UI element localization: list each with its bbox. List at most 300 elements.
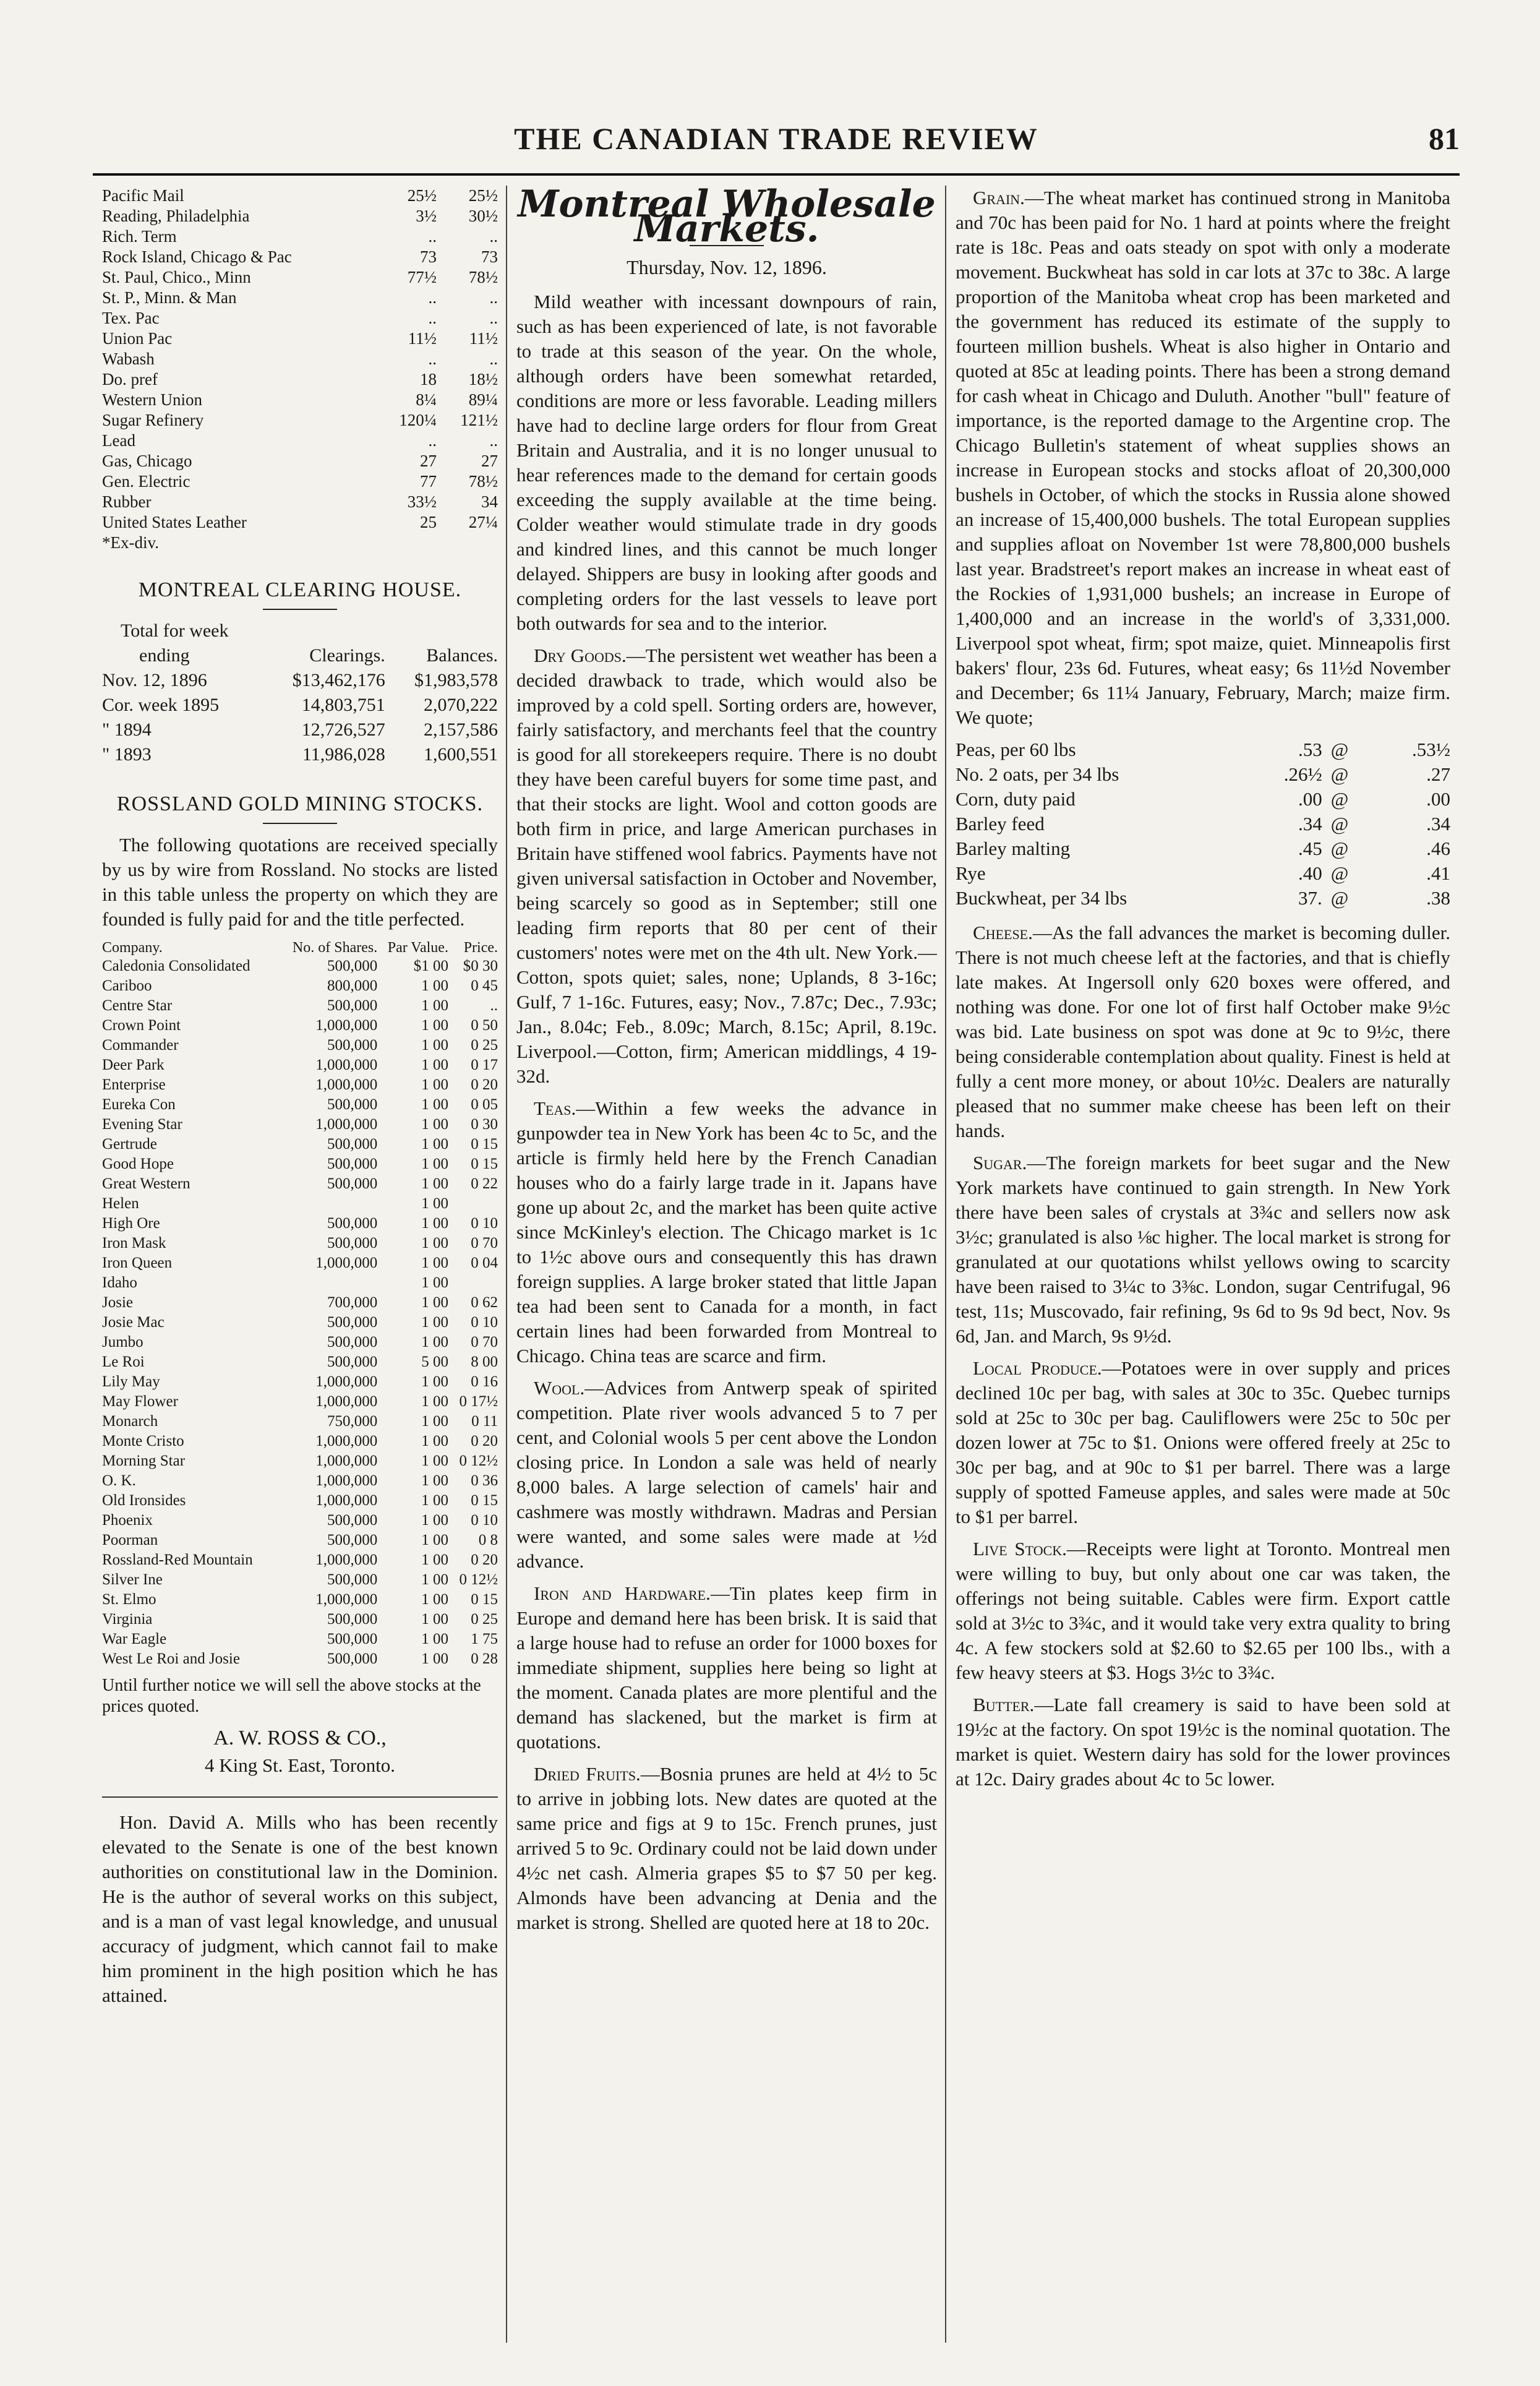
live-stock-section [956,1537,1450,1685]
company-name: Evening Star [102,1116,182,1133]
share-price: 0 15 [471,1156,498,1172]
company-name: May Flower [102,1393,178,1410]
share-price: 0 10 [471,1512,498,1529]
section-body: —Potatoes were in over supply and prices declined 10c per bag, with sales at 30c to 35c. Quebec turnips sold at 25c to 30c per bag. Cauliflowers were 25c to 50c per dozen lower at 75c to $1. Onions were offered freely at 25c to 30c per bag, and at 90c to $1 per barrel. There was a large supply of spotted Fameuse apples, and sales were made at 50c to $1 per barrel. [956,1357,1450,1527]
share-price: 0 20 [471,1076,498,1093]
company-name: Idaho [102,1274,137,1291]
par-value: 1 00 [421,1472,448,1489]
company-name: War Eagle [102,1631,167,1647]
table-row [102,1570,498,1590]
par-value: 1 00 [421,1136,448,1152]
table-row [102,512,498,533]
stock-name: Rubber [102,492,152,511]
stock-name: St. P., Minn. & Man [102,288,237,307]
share-count: 500,000 [327,1175,378,1192]
at-sign: @ [1330,813,1349,835]
table-row [102,308,498,328]
share-price: 0 17 [471,1057,498,1073]
table-row [102,1135,498,1154]
balance-amount: 1,600,551 [424,744,498,765]
price-column-header: Price. [463,940,498,956]
par-value: 1 00 [421,1334,448,1350]
stock-name: Rich. Term [102,227,177,246]
table-row [956,886,1450,911]
section-body: —Late fall creamery is said to have been sold at 19½c at the factory. On spot 19½c is the nominal quotation. The market is quiet. Western dairy has sold for the lower provinces at 12c. Dairy grades about 4c to 5c lower. [956,1694,1450,1790]
table-row [102,267,498,288]
section-lead: Wool. [534,1377,585,1399]
table-row [102,1154,498,1174]
table-row [102,1055,498,1075]
table-row [102,247,498,267]
share-count: 500,000 [327,1334,378,1350]
section-lead: Local Produce. [973,1357,1102,1379]
share-price: 0 12½ [459,1453,498,1469]
quote-item: No. 2 oats, per 34 lbs [956,763,1119,785]
par-value: 1 00 [421,1195,448,1212]
clearing-house-heading: MONTREAL CLEARING HOUSE. [138,578,462,601]
stock-value: 121½ [460,411,498,429]
share-count: 1,000,000 [315,1373,378,1390]
clearing-amount: 11,986,028 [302,744,385,765]
par-value: 1 00 [421,1017,448,1034]
stock-value [375,533,437,553]
table-row [102,410,498,431]
table-row [102,668,498,693]
advertiser-address: 4 King St. East, Toronto. [204,1754,396,1776]
quote-high: .38 [1426,887,1450,909]
section-lead: Live Stock. [973,1538,1067,1560]
column-left [102,186,498,2343]
table-row [102,1412,498,1431]
table-row [102,1214,498,1234]
company-name: Old Ironsides [102,1492,186,1509]
par-value: 1 00 [421,1492,448,1509]
company-name: Eureka Con [102,1096,176,1113]
stock-name: St. Paul, Chico., Minn [102,268,251,286]
stock-value: 27¼ [468,513,498,531]
quote-item: Peas, per 60 lbs [956,739,1076,760]
par-value: 1 00 [421,1255,448,1271]
section-body: —The persistent wet weather has been a decided drawback to trade, which would also be improved by a cold spell. Sorting orders are, however, fairly satisfactory, and merchants feel that the country is good for all storekeepers require. There is no doubt they have been careful buyers for some time past, and that their stocks are light. Wool and cotton goods are both firm in price, and large American purchases in Britain have stiffened wool fabrics. Payments have not given universal satisfaction in October and November, being scarcely so good as in September; still one leading firm reports that 80 per cent of their customers' notes were met on the 4th ult. New York.—Cotton, spots quiet; sales, none; Uplands, 8 3-16c; Gulf, 7 1-16c. Futures, easy; Nov., 7.87c; Dec., 7.93c; Jan., 8.04c; Feb., 8.09c; March, 8.15c; April, 8.19c. Liverpool.—Cotton, firm; American middlings, 4 19-32d. [516,645,937,1087]
stock-value: 120¼ [399,411,437,429]
teas-section [516,1096,937,1368]
section-lead: Iron and Hardware. [534,1582,711,1604]
markets-date: Thursday, Nov. 12, 1896. [627,256,827,278]
short-rule [263,609,337,610]
divider [102,1796,498,1798]
company-name: Commander [102,1037,179,1054]
table-row [102,1253,498,1273]
section-lead: Butter. [973,1694,1035,1715]
shares-column-header: No. of Shares. [292,940,378,956]
table-row [102,186,498,206]
par-value: 1 00 [421,1373,448,1390]
stock-value: 25½ [407,186,437,205]
clearing-amount: 12,726,527 [301,719,385,740]
share-count: 500,000 [327,1571,378,1588]
quote-high: .27 [1426,763,1450,785]
par-value: 1 00 [421,1235,448,1251]
share-price: 0 25 [471,1611,498,1628]
share-price: 0 20 [471,1433,498,1449]
section-body: —The wheat market has continued strong in Manitoba and 70c has been paid for No. 1 hard at points where the freight rate is 18c. Peas and oats steady on spot with only a moderate movement. Buckwheat has sold in car lots at 37c to 38c. A large proportion of the Manitoba wheat crop has been marketed and the government has reduced its estimate of the supply to fourteen million bushels. Wheat is also higher in Ontario and quoted at 85c at leading points. There has been a strong demand for cash wheat in Chicago and Duluth. Another "bull" feature of importance, is the reported damage to the Argentine crop. The Chicago Bulletin's statement of wheat supplies shows an increase in European stocks and stocks afloat of 20,300,000 bushels in October, of which the stocks in Russia alone showed an increase of 15,400,000 bushels. The total European supplies and supplies afloat on November 1st were 78,800,000 bushels last year. Bradstreet's report makes an increase in wheat east of the Rockies of 1,931,000 bushels; an increase in Europe of 1,400,000 and an increase in the world's of 3,331,000. Liverpool spot wheat, firm; spot maize, quiet. Minneapolis first bakers' flour, 23s 6d. Futures, wheat easy; 6s 11½d November and December; 6s 11¼ January, February, March; maize firm. We quote; [956,187,1450,728]
par-column-header: Par Value. [387,940,448,956]
stock-value: .. [489,227,498,246]
share-count: 1,000,000 [315,1393,378,1410]
quote-high: .46 [1426,838,1450,859]
company-name: Good Hope [102,1156,174,1172]
stock-value: 3½ [416,207,437,225]
column-divider-2 [945,186,946,2343]
cheese-section [956,920,1450,1143]
share-price: 0 11 [471,1413,498,1430]
table-row [102,1194,498,1214]
stock-value: 18½ [468,370,498,388]
stock-value: 18 [419,370,437,388]
local-produce-section [956,1356,1450,1529]
table-row [102,1332,498,1352]
table-row [102,1036,498,1055]
par-value: 1 00 [421,1512,448,1529]
balance-amount: 2,070,222 [424,695,498,715]
stock-name: Rock Island, Chicago & Pac [102,247,292,266]
share-count: 500,000 [327,1611,378,1628]
table-row [102,1075,498,1095]
stock-value: 77 [419,472,437,491]
share-price [448,1273,498,1293]
section-lead: Grain. [973,187,1025,208]
stock-name: Western Union [102,390,203,409]
clearing-date: Cor. week 1895 [102,695,220,715]
company-name: Le Roi [102,1354,145,1370]
share-price: 0 70 [471,1235,498,1251]
stock-name: Union Pac [102,329,173,348]
share-price: $0 30 [463,958,498,974]
table-row [102,718,498,742]
table-row [102,1352,498,1372]
at-sign: @ [1330,838,1349,859]
rossland-intro: The following quotations are received specially by us by wire from Rossland. No stocks are listed in this table unless the property on which they are founded is fully paid for and the title perfected. [102,834,498,930]
table-row [102,1530,498,1550]
balance-amount: $1,983,578 [414,670,498,690]
table-row [102,471,498,492]
share-count: 500,000 [327,1096,378,1113]
stock-value: 11½ [408,329,437,348]
quote-low: .53 [1298,739,1322,760]
clearing-label-2: ending [139,645,190,666]
table-row [102,1234,498,1253]
clearing-house-table [102,619,498,767]
share-count: 1,000,000 [315,1472,378,1489]
grain-quotes-table [956,737,1450,911]
share-count [278,1194,377,1214]
stock-value: 73 [419,247,437,266]
clearing-label-1: Total for week [121,620,229,641]
table-row [102,996,498,1016]
balance-amount: 2,157,586 [424,719,498,740]
par-value: 1 00 [421,1116,448,1133]
company-name: Helen [102,1195,139,1212]
company-name: Lily May [102,1373,160,1390]
share-price: 0 62 [471,1294,498,1311]
page-header [93,121,1460,170]
balances-column-header: Balances. [426,645,498,666]
share-count: 500,000 [327,997,378,1014]
stock-value: 77½ [407,268,437,286]
markets-intro: Mild weather with incessant downpours of rain, such as has been experienced of late, is not favorable to trade at this season of the year. On the whole, although orders have been somewhat retarded, conditions are more or less favorable. Leading millers have had to decline large orders for flour from Great Britain and Australia, and it is no longer unusual to hear references made to the demand for certain goods exceeding the supply available at the time being. Colder weather would stimulate trade in dry goods and kindred lines, and this cannot be much longer delayed. Shippers are busy in looking after goods and completing orders for the last vessels to leave port both outwards for sea and to the interior. [516,291,937,634]
par-value: 1 00 [421,1037,448,1054]
share-price [448,1194,498,1214]
stock-value: .. [489,350,498,368]
company-name: Virginia [102,1611,153,1628]
stock-value: .. [428,309,437,327]
dry-goods-section [516,643,937,1089]
share-count: 500,000 [327,958,378,974]
share-count: 1,000,000 [315,1492,378,1509]
share-price: 0 28 [471,1650,498,1667]
section-body: —As the fall advances the market is becoming duller. There is not much cheese left at the factories, and that is chiefly late makes. At Ingersoll only 620 boxes were offered, and nothing was done. For one lot of first half October make 9½c was bid. Late business on spot was done at 9c to 9½c, there being considerable contemplation about quality. Finest is held at fully a cent more money, or about 10½c. Dealers are naturally pleased that no summer make cheese has been left on their hands. [956,922,1450,1141]
stock-value: .. [489,288,498,307]
section-lead: Sugar. [973,1152,1027,1174]
stock-value: 11½ [469,329,498,348]
company-name: Caledonia Consolidated [102,958,250,974]
short-rule [263,823,337,824]
quote-item: Barley malting [956,838,1071,859]
clearing-date: " 1894 [102,719,152,740]
wool-section [516,1376,937,1574]
par-value: $1 00 [413,958,448,974]
section-body: —Within a few weeks the advance in gunpowder tea in New York has been 4c to 5c, and the article is firmly held here by the French Canadian houses who do a fairly large trade in it. Japans have gone up about 2c, and the market has been quite active since McKinley's election. The Chicago market is 1c to 1½c above ours and consequently this has drawn foreign supplies. A large broker stated that little Japan tea had been sent to Canada for a month, in fact certain lines had been forwarded from Montreal to Chicago. China teas are scarce and firm. [516,1097,937,1367]
table-row [956,737,1450,762]
share-count: 1,000,000 [315,1551,378,1568]
table-row [102,1273,498,1293]
company-name: Great Western [102,1175,190,1192]
dried-fruits-section [516,1762,937,1935]
stock-value: 27 [419,452,437,470]
page-number: 81 [1429,121,1460,156]
share-price: 0 15 [471,1591,498,1608]
stock-name: Tex. Pac [102,309,160,327]
share-price: 0 20 [471,1551,498,1568]
share-price: 0 12½ [459,1571,498,1588]
stock-name: Pacific Mail [102,186,184,205]
section-lead: Dry Goods. [534,645,627,666]
quote-low: .40 [1298,862,1322,884]
table-row [102,1174,498,1194]
company-name: Cariboo [102,977,152,994]
par-value: 1 00 [421,977,448,994]
company-name: Gertrude [102,1136,157,1152]
share-count: 500,000 [327,1314,378,1331]
section-body: —Receipts were light at Toronto. Montreal men were willing to buy, but only about one car was taken, the offerings not being suitable. Cables were firm. Export cattle sold at 3½c to 3¾c, and it would take very extra quality to bring 4c. A few stockers sold at $2.60 to $2.65 per 100 lbs., with a few heavy steers at $3. Hogs 3½c to 3¾c. [956,1538,1450,1683]
quote-item: Corn, duty paid [956,788,1076,810]
table-row [102,349,498,369]
company-name: Monarch [102,1413,158,1430]
quote-low: .00 [1298,788,1322,810]
sugar-section [956,1151,1450,1349]
share-count: 500,000 [327,1354,378,1370]
company-name: Josie [102,1294,133,1311]
share-price: 0 25 [471,1037,498,1054]
quote-item: Rye [956,862,986,884]
quote-item: Barley feed [956,813,1045,835]
publication-title: THE CANADIAN TRADE REVIEW [514,121,1038,156]
share-price: 0 17½ [459,1393,498,1410]
company-name: Deer Park [102,1057,165,1073]
par-value: 1 00 [421,1571,448,1588]
share-price: 0 22 [471,1175,498,1192]
share-count: 1,000,000 [315,1453,378,1469]
stock-name: Sugar Refinery [102,411,204,429]
par-value: 1 00 [421,1294,448,1311]
share-count: 1,000,000 [315,1433,378,1449]
company-name: Centre Star [102,997,173,1014]
at-sign: @ [1330,887,1349,909]
share-count: 500,000 [327,1650,378,1667]
table-row [102,369,498,390]
share-price: 0 30 [471,1116,498,1133]
par-value: 1 00 [421,1413,448,1430]
stock-value: 78½ [468,268,498,286]
share-price: 0 05 [471,1096,498,1113]
stock-value: 25½ [468,186,498,205]
stock-value: 73 [481,247,498,266]
stock-value: 30½ [468,207,498,225]
company-name: Poorman [102,1532,158,1548]
share-price: 0 45 [471,977,498,994]
par-value: 1 00 [421,1215,448,1232]
company-name: Morning Star [102,1453,186,1469]
par-value: 1 00 [421,1551,448,1568]
par-value: 1 00 [421,1591,448,1608]
table-row [102,1511,498,1530]
stock-value: 78½ [468,472,498,491]
table-row [102,1629,498,1649]
stock-name: Wabash [102,350,155,368]
stock-value: 25 [419,513,437,531]
table-row [102,1392,498,1412]
company-name: High Ore [102,1215,160,1232]
table-row [102,1491,498,1511]
share-count: 500,000 [327,1532,378,1548]
stock-value: .. [428,431,437,450]
column-right [956,186,1450,2343]
par-value: 1 00 [421,1096,448,1113]
share-count: 500,000 [327,1136,378,1152]
table-row [102,1431,498,1451]
stock-name: *Ex-div. [102,533,159,552]
par-value: 1 00 [421,1393,448,1410]
stock-name: Lead [102,431,135,450]
header-rule [93,173,1460,176]
stock-value [437,533,498,553]
section-body: —Bosnia prunes are held at 4½ to 5c to arrive in jobbing lots. New dates are quoted at the same price and figs at 9 to 15c. French prunes, just arrived 5 to 9c. Ordinary could not be laid down under 4½c net cash. Almeria grapes $5 to $7 50 per keg. Almonds have been advancing at Denia and the market is strong. Shelled are quoted here at 18 to 20c. [516,1763,937,1933]
company-name: Jumbo [102,1334,143,1350]
par-value: 1 00 [421,1156,448,1172]
at-sign: @ [1330,763,1349,785]
stock-value: .. [428,227,437,246]
share-count: 800,000 [327,977,378,994]
at-sign: @ [1330,788,1349,810]
stock-quote-table [102,186,498,553]
stock-value: 27 [481,452,498,470]
par-value: 1 00 [421,1631,448,1647]
column-divider-1 [506,186,507,2343]
stock-value: 33½ [407,492,437,511]
mills-paragraph: Hon. David A. Mills who has been recently elevated to the Senate is one of the best known authorities on constitutional law in the Dominion. He is the author of several works on this subject, and is a man of vast legal knowledge, and unusual accuracy of judgment, which cannot fail to make him prominent in the high position which he has attained. [102,1811,498,2006]
share-price: 8 00 [471,1354,498,1370]
table-row [956,861,1450,886]
section-body: —The foreign markets for beet sugar and the New York markets have continued to gain strength. In New York there have been sales of crystals at 3¾c and sellers now ask 3½c; granulated is also ⅛c higher. The local market is strong for granulated at our quotations whilst yellows owing to scarcity have been raised to 3¼c to 3⅜c. London, sugar Centrifugal, 96 test, 11s; Muscovado, fair refining, 9s 6d to 9s 9d bect, Nov. 9s 6d, Jan. and March, 9s 9½d. [956,1152,1450,1347]
company-name: Crown Point [102,1017,181,1034]
table-row [102,451,498,471]
share-price: .. [490,997,498,1014]
table-row [102,492,498,512]
share-price: 0 16 [471,1373,498,1390]
advertiser-name: A. W. ROSS & CO., [213,1727,387,1749]
at-sign: @ [1330,862,1349,884]
table-row [102,533,498,553]
quote-high: .00 [1426,788,1450,810]
butter-section [956,1693,1450,1792]
table-row [956,812,1450,836]
stock-value: 34 [481,492,498,511]
table-row [102,1590,498,1610]
company-name: Rossland-Red Mountain [102,1551,253,1568]
share-count [278,1273,377,1293]
company-name: Monte Cristo [102,1433,184,1449]
share-count: 1,000,000 [315,1591,378,1608]
table-row [102,1649,498,1669]
par-value: 1 00 [421,1274,448,1291]
share-price: 0 70 [471,1334,498,1350]
par-value: 1 00 [421,1433,448,1449]
column-middle [516,186,937,2343]
par-value: 1 00 [421,1453,448,1469]
table-row [102,1095,498,1115]
par-value: 1 00 [421,1532,448,1548]
section-lead: Teas. [534,1097,576,1119]
clearings-column-header: Clearings. [309,645,385,666]
share-price: 0 50 [471,1017,498,1034]
table-row [956,836,1450,861]
table-row [102,431,498,451]
share-price: 0 04 [471,1255,498,1271]
share-count: 1,000,000 [315,1076,378,1093]
section-body: —Advices from Antwerp speak of spirited competition. Plate river wools advanced 5 to 7 per cent, and Colonial wools 5 per cent above the London closing price. In London a sale was held of nearly 8,000 bales. A large selection of camels' hair and cashmere was mostly withdrawn. Madras and Persian were wanted, and some sales were made at ½d advance. [516,1377,937,1572]
table-row [102,1550,498,1570]
stock-value: 89¼ [468,390,498,409]
stock-name: Reading, Philadelphia [102,207,250,225]
quote-high: .53½ [1412,739,1450,760]
stock-name: United States Leather [102,513,247,531]
grain-section [956,186,1450,730]
share-count: 500,000 [327,1037,378,1054]
company-column-header: Company. [102,940,163,956]
table-row [956,762,1450,787]
table-row [956,787,1450,812]
share-price: 0 15 [471,1492,498,1509]
quote-item: Buckwheat, per 34 lbs [956,887,1127,909]
table-row [102,1016,498,1036]
share-count: 700,000 [327,1294,378,1311]
table-row [102,1293,498,1313]
par-value: 1 00 [421,1057,448,1073]
par-value: 1 00 [421,1175,448,1192]
stock-value: .. [428,350,437,368]
share-count: 750,000 [327,1413,378,1430]
share-count: 1,000,000 [315,1017,378,1034]
